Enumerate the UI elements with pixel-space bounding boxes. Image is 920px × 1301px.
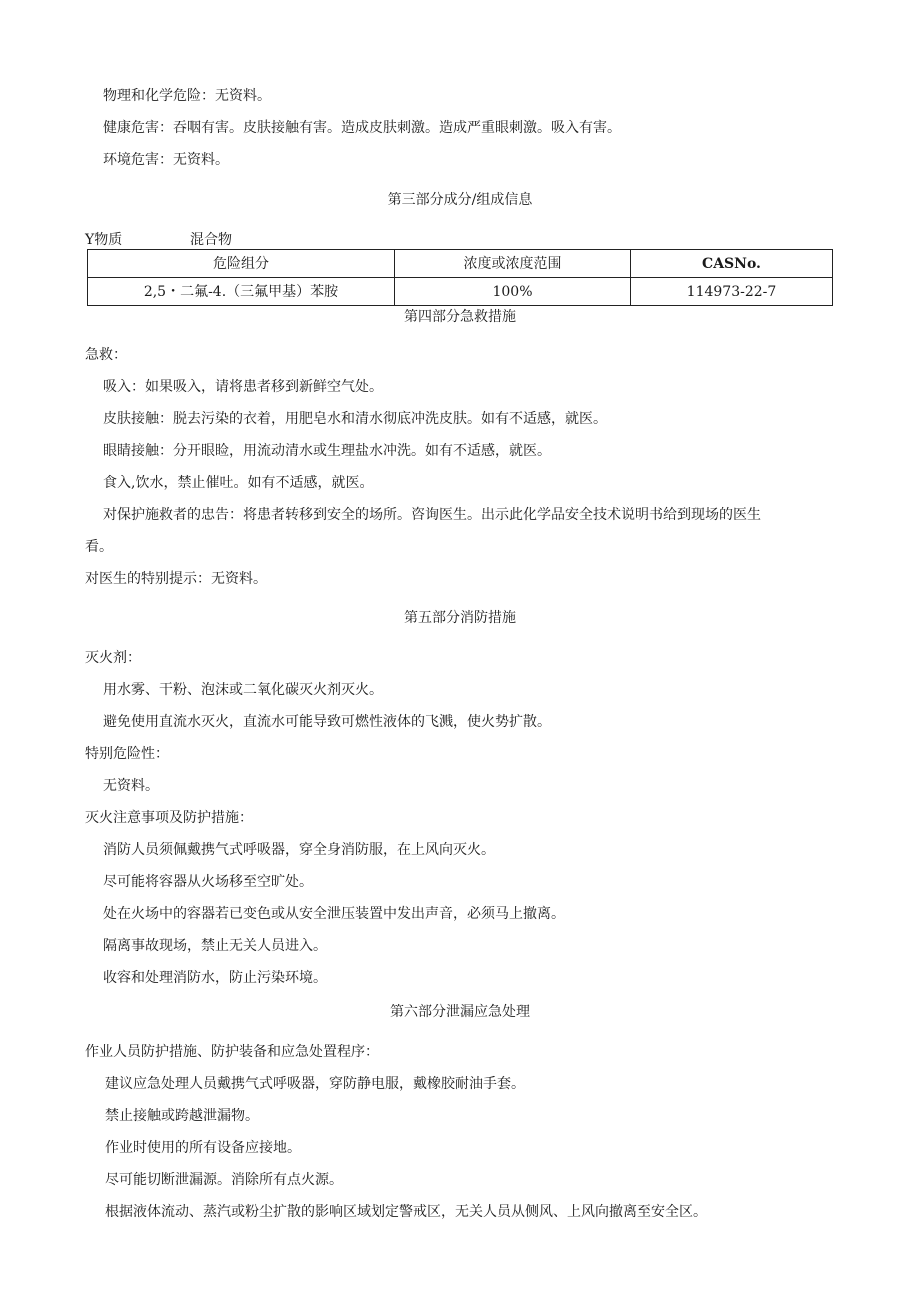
list-item: 建议应急处理人员戴携气式呼吸器，穿防静电服，戴橡胶耐油手套。 bbox=[105, 1076, 525, 1092]
list-item: 隔离事故现场，禁止无关人员进入。 bbox=[103, 938, 327, 954]
physical-chemical-hazard: 物理和化学危险：无资料。 bbox=[103, 88, 271, 104]
header-cas-number: CASNo. bbox=[631, 250, 833, 278]
doctor-note: 对医生的特别提示：无资料。 bbox=[85, 571, 267, 587]
list-item: 收容和处理消防水，防止污染环境。 bbox=[103, 970, 327, 986]
special-hazard-label: 特别危险性： bbox=[85, 746, 169, 762]
list-item: 尽可能切断泄漏源。消除所有点火源。 bbox=[105, 1172, 343, 1188]
list-item: 处在火场中的容器若已变色或从安全泄压装置中发出声音，必须马上撤离。 bbox=[103, 906, 565, 922]
cell-cas-number: 114973-22-7 bbox=[631, 278, 833, 306]
first-aid-eye: 眼睛接触：分开眼睑，用流动清水或生理盐水冲洗。如有不适感，就医。 bbox=[103, 443, 551, 459]
spill-procedure-label: 作业人员防护措施、防护装备和应急处置程序： bbox=[85, 1044, 379, 1060]
list-item: 作业时使用的所有设备应接地。 bbox=[105, 1140, 301, 1156]
list-item: 消防人员须佩戴携气式呼吸器，穿全身消防服，在上风向灭火。 bbox=[103, 842, 495, 858]
list-item: 尽可能将容器从火场移至空旷处。 bbox=[103, 874, 313, 890]
section-title-composition: 第三部分成分/组成信息 bbox=[387, 192, 533, 208]
extinguishing-agent-2: 避免使用直流水灭火，直流水可能导致可燃性液体的飞溅，使火势扩散。 bbox=[103, 714, 551, 730]
table-header-row bbox=[88, 250, 833, 278]
section-title-spill-response: 第六部分泄漏应急处理 bbox=[390, 1004, 530, 1020]
extinguishing-agent-label: 灭火剂： bbox=[85, 650, 141, 666]
health-hazard: 健康危害：吞咽有害。皮肤接触有害。造成皮肤刺激。造成严重眼刺激。吸入有害。 bbox=[103, 120, 621, 136]
list-item: 禁止接触或跨越泄漏物。 bbox=[105, 1108, 259, 1124]
list-item: 根据液体流动、蒸汽或粉尘扩散的影响区域划定警戒区，无关人员从侧风、上风向撤离至安全区。 bbox=[105, 1204, 707, 1220]
composition-table bbox=[87, 249, 833, 306]
special-hazard-text: 无资料。 bbox=[103, 778, 159, 794]
header-concentration: 浓度或浓度范围 bbox=[395, 250, 631, 278]
first-aid-skin: 皮肤接触：脱去污染的衣着，用肥皂水和清水彻底冲洗皮肤。如有不适感，就医。 bbox=[103, 411, 607, 427]
cell-component-name: 2,5・二氟-4.（三氟甲基）苯胺 bbox=[88, 278, 395, 306]
environment-hazard: 环境危害：无资料。 bbox=[103, 152, 229, 168]
substance-label: Y物质 bbox=[85, 232, 123, 248]
header-hazardous-component: 危险组分 bbox=[88, 250, 395, 278]
extinguishing-agent-1: 用水雾、干粉、泡沫或二氧化碳灭火剂灭火。 bbox=[103, 682, 383, 698]
first-aid-label: 急救： bbox=[85, 347, 127, 363]
first-aid-ingestion: 食入,饮水，禁止催吐。如有不适感，就医。 bbox=[103, 475, 374, 491]
section-title-firefighting: 第五部分消防措施 bbox=[404, 610, 516, 626]
table-row bbox=[88, 278, 833, 306]
rescuer-advice: 对保护施救者的忠告：将患者转移到安全的场所。咨询医生。出示此化学品安全技术说明书给到现场的医生 bbox=[103, 507, 761, 523]
first-aid-inhalation: 吸入：如果吸入，请将患者移到新鲜空气处。 bbox=[103, 379, 383, 395]
mixture-label: 混合物 bbox=[190, 232, 232, 248]
cell-concentration: 100% bbox=[395, 278, 631, 306]
firefighting-precautions-label: 灭火注意事项及防护措施： bbox=[85, 810, 253, 826]
section-title-first-aid: 第四部分急救措施 bbox=[404, 309, 516, 325]
rescuer-advice-continued: 看。 bbox=[85, 539, 113, 555]
